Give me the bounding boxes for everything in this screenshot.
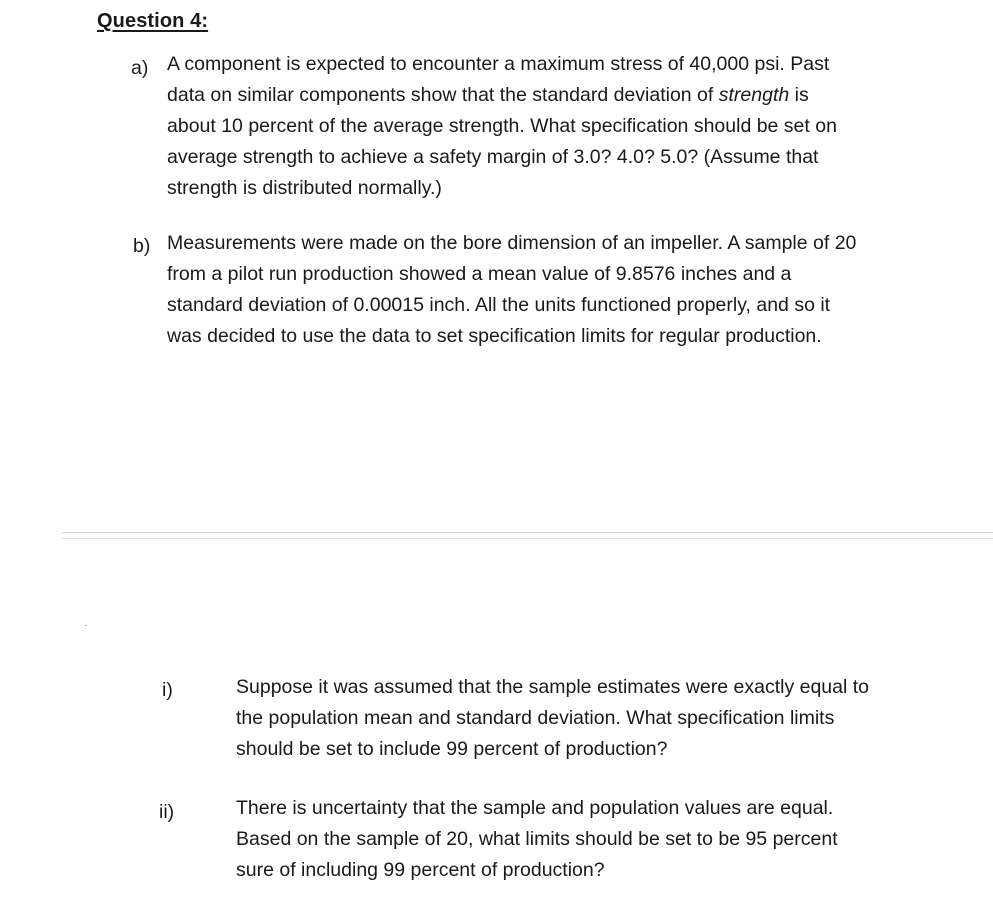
part-a-line-3: about 10 percent of the average strength. What specification should be set on [167, 115, 837, 137]
sub-i-line-3: should be set to include 99 percent of production? [236, 738, 668, 760]
part-a-text [167, 49, 837, 204]
part-a-label: a) [131, 57, 149, 79]
part-a-emphasis-strength: strength [718, 84, 790, 106]
sub-ii-label: ii) [159, 801, 175, 823]
part-b-label: b) [133, 235, 151, 257]
part-a-line-2-start: data on similar components show that the standard deviation of [167, 84, 719, 106]
part-a-line-2-end: is [789, 84, 809, 106]
question-heading: Question 4: [97, 10, 209, 32]
part-b-line-4: was decided to use the data to set specification limits for regular production. [167, 325, 822, 347]
sub-i-line-2: the population mean and standard deviation. What specification limits [236, 707, 835, 729]
part-a-line-1: A component is expected to encounter a maximum stress of 40,000 psi. Past [167, 53, 830, 75]
sub-ii-line-3: sure of including 99 percent of production? [236, 859, 605, 881]
part-a-line-5: strength is distributed normally.) [167, 177, 442, 199]
page-break-divider [62, 532, 993, 539]
part-a-line-4: average strength to achieve a safety margin of 3.0? 4.0? 5.0? (Assume that [167, 146, 819, 168]
sub-i-label: i) [162, 679, 173, 701]
sub-ii-text [236, 793, 838, 886]
scan-speck: · [84, 620, 88, 631]
part-b-text [167, 228, 856, 352]
sub-i-line-1: Suppose it was assumed that the sample estimates were exactly equal to [236, 676, 869, 698]
part-b-line-1: Measurements were made on the bore dimension of an impeller. A sample of 20 [167, 232, 857, 254]
sub-ii-line-2: Based on the sample of 20, what limits should be set to be 95 percent [236, 828, 838, 850]
part-b-line-2: from a pilot run production showed a mean value of 9.8576 inches and a [167, 263, 792, 285]
part-b-line-3: standard deviation of 0.00015 inch. All the units functioned properly, and so it [167, 294, 831, 316]
sub-i-text [236, 672, 869, 765]
part-a-line-2 [167, 80, 837, 111]
sub-ii-line-1: There is uncertainty that the sample and population values are equal. [236, 797, 834, 819]
